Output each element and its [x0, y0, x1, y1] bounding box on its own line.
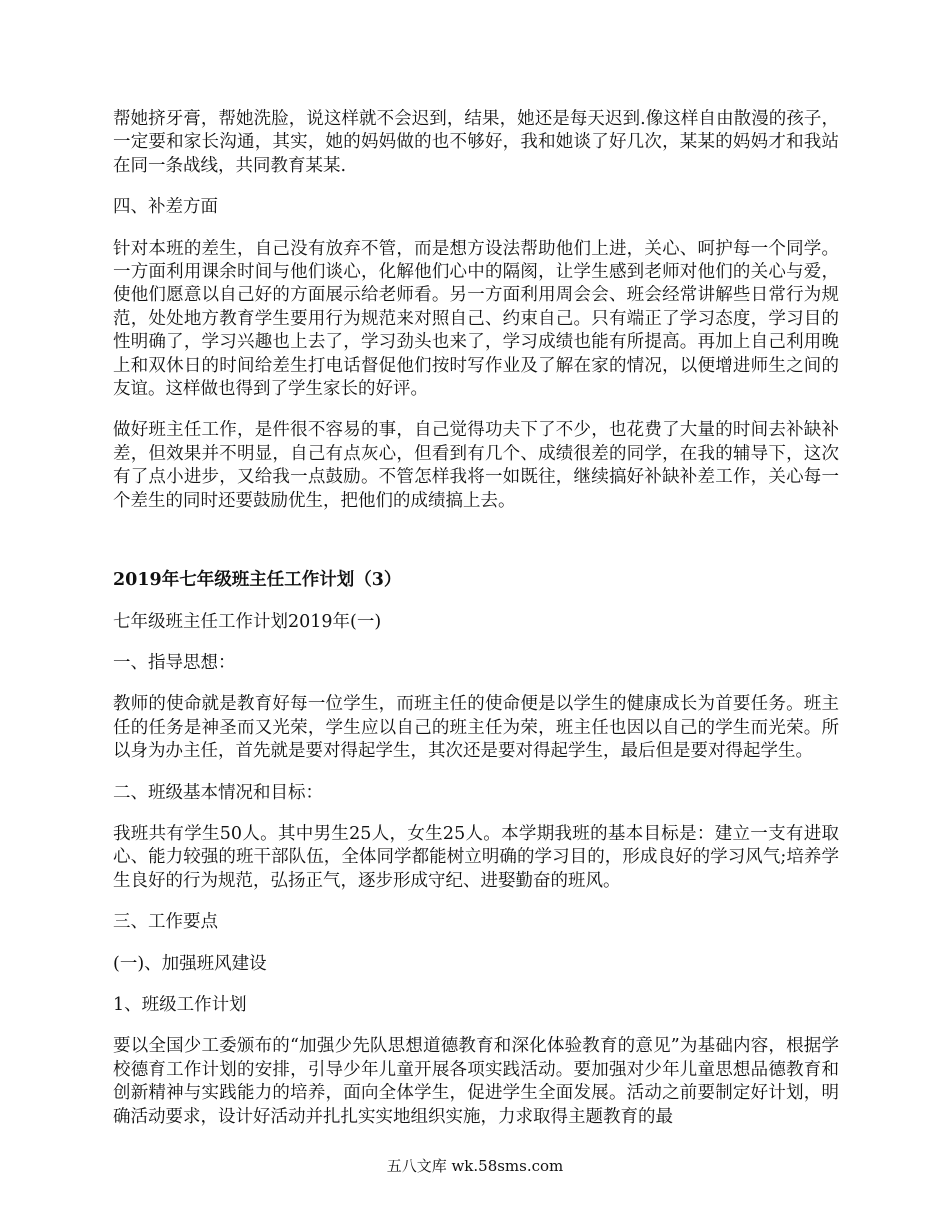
footer-watermark: 五八文库 wk.58sms.com: [386, 1157, 564, 1175]
paragraph-class-work-plan: 要以全国少工委颁布的“加强少先队思想道德教育和深化体验教育的意见”为基础内容，根据学校德育工作计划的安排，引导少年儿童开展各项实践活动。要加强对少年儿童思想品德教育和创新精神与实践能力的培养，面向全体学生，促进学生全面发展。活动之前要制定好计划，明确活动要求，设计好活动并扎扎实实地组织实施，力求取得主题教育的最: [113, 1036, 839, 1127]
subheading-work-points: 三、工作要点: [113, 912, 218, 933]
subheading-class-style: (一)、加强班风建设: [113, 953, 267, 974]
section-title: 2019年七年级班主任工作计划（3）: [113, 570, 402, 591]
paragraph-remedial: 针对本班的差生，自己没有放弃不管，而是想方设法帮助他们上进，关心、呵护每一个同学。一方面利用课余时间与他们谈心，化解他们心中的隔阂，让学生感到老师对他们的关心与爱，使他们愿意以自己好的方面展示给老师看。另一方面利用周会会、班会经常讲解些日常行为规范，处处地方教育学生要用行为规范来对照自己、约束自己。只有端正了学习态度，学习目的性明确了，学习兴趣也上去了，学习劲头也来了，学习成绩也能有所提高。再加上自己利用晚上和双休日的时间给差生打电话督促他们按时写作业及了解在家的情况，以便增进师生之间的友谊。这样做也得到了学生家长的好评。: [113, 238, 839, 400]
paragraph-continuation: 帮她挤牙膏，帮她洗脸，说这样就不会迟到，结果，她还是每天迟到.像这样自由散漫的孩子，一定要和家长沟通，其实，她的妈妈做的也不够好，我和她谈了好几次，某某的妈妈才和我站在同一条战线，共同教育某某.: [113, 109, 839, 176]
document-page: [113, 108, 839, 1147]
subheading-guiding-thought: 一、指导思想：: [113, 652, 236, 673]
paragraph-class-situation: 我班共有学生50人。其中男生25人，女生25人。本学期我班的基本目标是：建立一支有进取心、能力较强的班干部队伍，全体同学都能树立明确的学习目的，形成良好的学习风气;培养学生良好的行为规范，弘扬正气，逐步形成守纪、进娶勤奋的班风。: [113, 823, 839, 891]
section-spacer: [113, 531, 839, 569]
paragraph-conclusion: 做好班主任工作，是件很不容易的事，自己觉得功夫下了不少，也花费了大量的时间去补缺补差，但效果并不明显，自己有点灰心，但看到有几个、成绩很差的同学，在我的辅导下，这次有了点小进步，又给我一点鼓励。不管怎样我将一如既往，继续搞好补缺补差工作，关心每一个差生的同时还要鼓励优生，把他们的成绩搞上去。: [113, 420, 839, 511]
subheading-remedial: 四、补差方面: [113, 197, 218, 218]
paragraph-guiding-thought: 教师的使命就是教育好每一位学生，而班主任的使命便是以学生的健康成长为首要任务。班主任的任务是神圣而又光荣，学生应以自己的班主任为荣，班主任也因以自己的学生而光荣。所以身为办主任，首先就是要对得起学生，其次还是要对得起学生，最后但是要对得起学生。: [113, 694, 839, 762]
subheading-class-work-plan: 1、班级工作计划: [113, 994, 247, 1015]
subheading-class-situation: 二、班级基本情况和目标：: [113, 782, 323, 803]
plan-subtitle: 七年级班主任工作计划2019年(一): [113, 611, 382, 632]
